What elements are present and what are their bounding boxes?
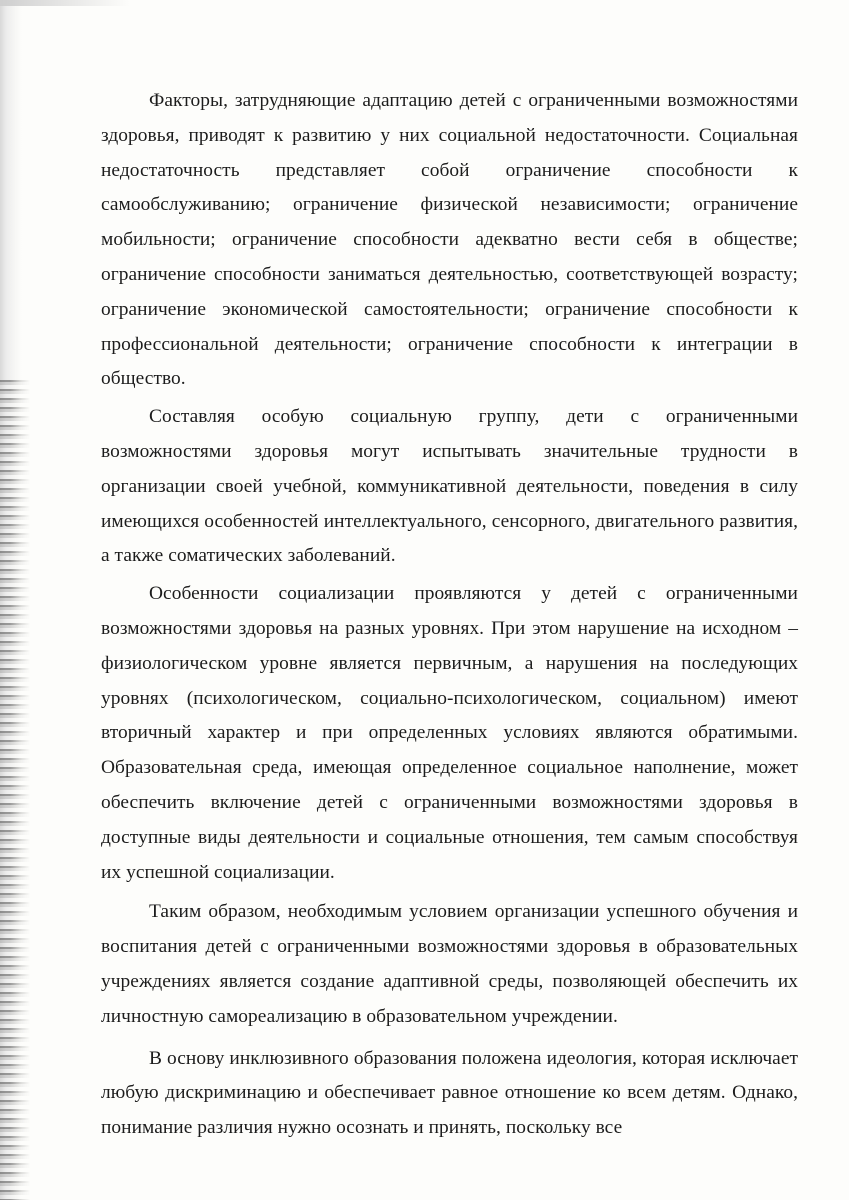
document-body: [101, 84, 798, 1146]
scan-edge-artifacts: [0, 380, 30, 1200]
paragraph-socialization-levels: Особенности социализации проявляются у детей с ограниченными возможностями здоровья на разных уровнях. При этом нарушение на исходном – физиологическом уровне является первичным, а нарушения на последующих уровнях (психологическом, социально-психологическом, социальном) имеют вторичный характер и при определенных условиях являются обратимыми. Образовательная среда, имеющая определенное социальное наполнение, может обеспечить включение детей с ограниченными возможностями здоровья в доступные виды деятельности и социальные отношения, тем самым способствуя их успешной социализации.: [101, 583, 798, 883]
scan-top-shadow: [0, 0, 130, 6]
paragraph-adaptive-environment: Таким образом, необходимым условием организации успешного обучения и воспитания детей с ограниченными возможностями здоровья в образовательных учреждениях является создание адаптивной среды, позволяющей обеспечить их личностную самореализацию в образовательном учреждении.: [101, 901, 798, 1027]
paragraph-social-group: Составляя особую социальную группу, дети с ограниченными возможностями здоровья могут испытывать значительные трудности в организации своей учебной, коммуникативной деятельности, поведения в силу имеющихся особенностей интеллектуального, сенсорного, двигательного развития, а также соматических заболеваний.: [101, 406, 798, 567]
paragraph-social-insufficiency: Факторы, затрудняющие адаптацию детей с ограниченными возможностями здоровья, приводят к развитию у них социальной недостаточности. Социальная недостаточность представляет собой ограничение способности к самообслуживанию; ограничение физической независимости; ограничение мобильности; ограничение способности адекватно вести себя в обществе; ограничение способности заниматься деятельностью, соответствующей возрасту; ограничение экономической самостоятельности; ограничение способности к профессиональной деятельности; ограничение способности к интеграции в общество.: [101, 90, 798, 390]
paragraph-inclusive-education: В основу инклюзивного образования положена идеология, которая исключает любую дискриминацию и обеспечивает равное отношение ко всем детям. Однако, понимание различия нужно осознать и принять, поскольку все: [101, 1047, 798, 1139]
